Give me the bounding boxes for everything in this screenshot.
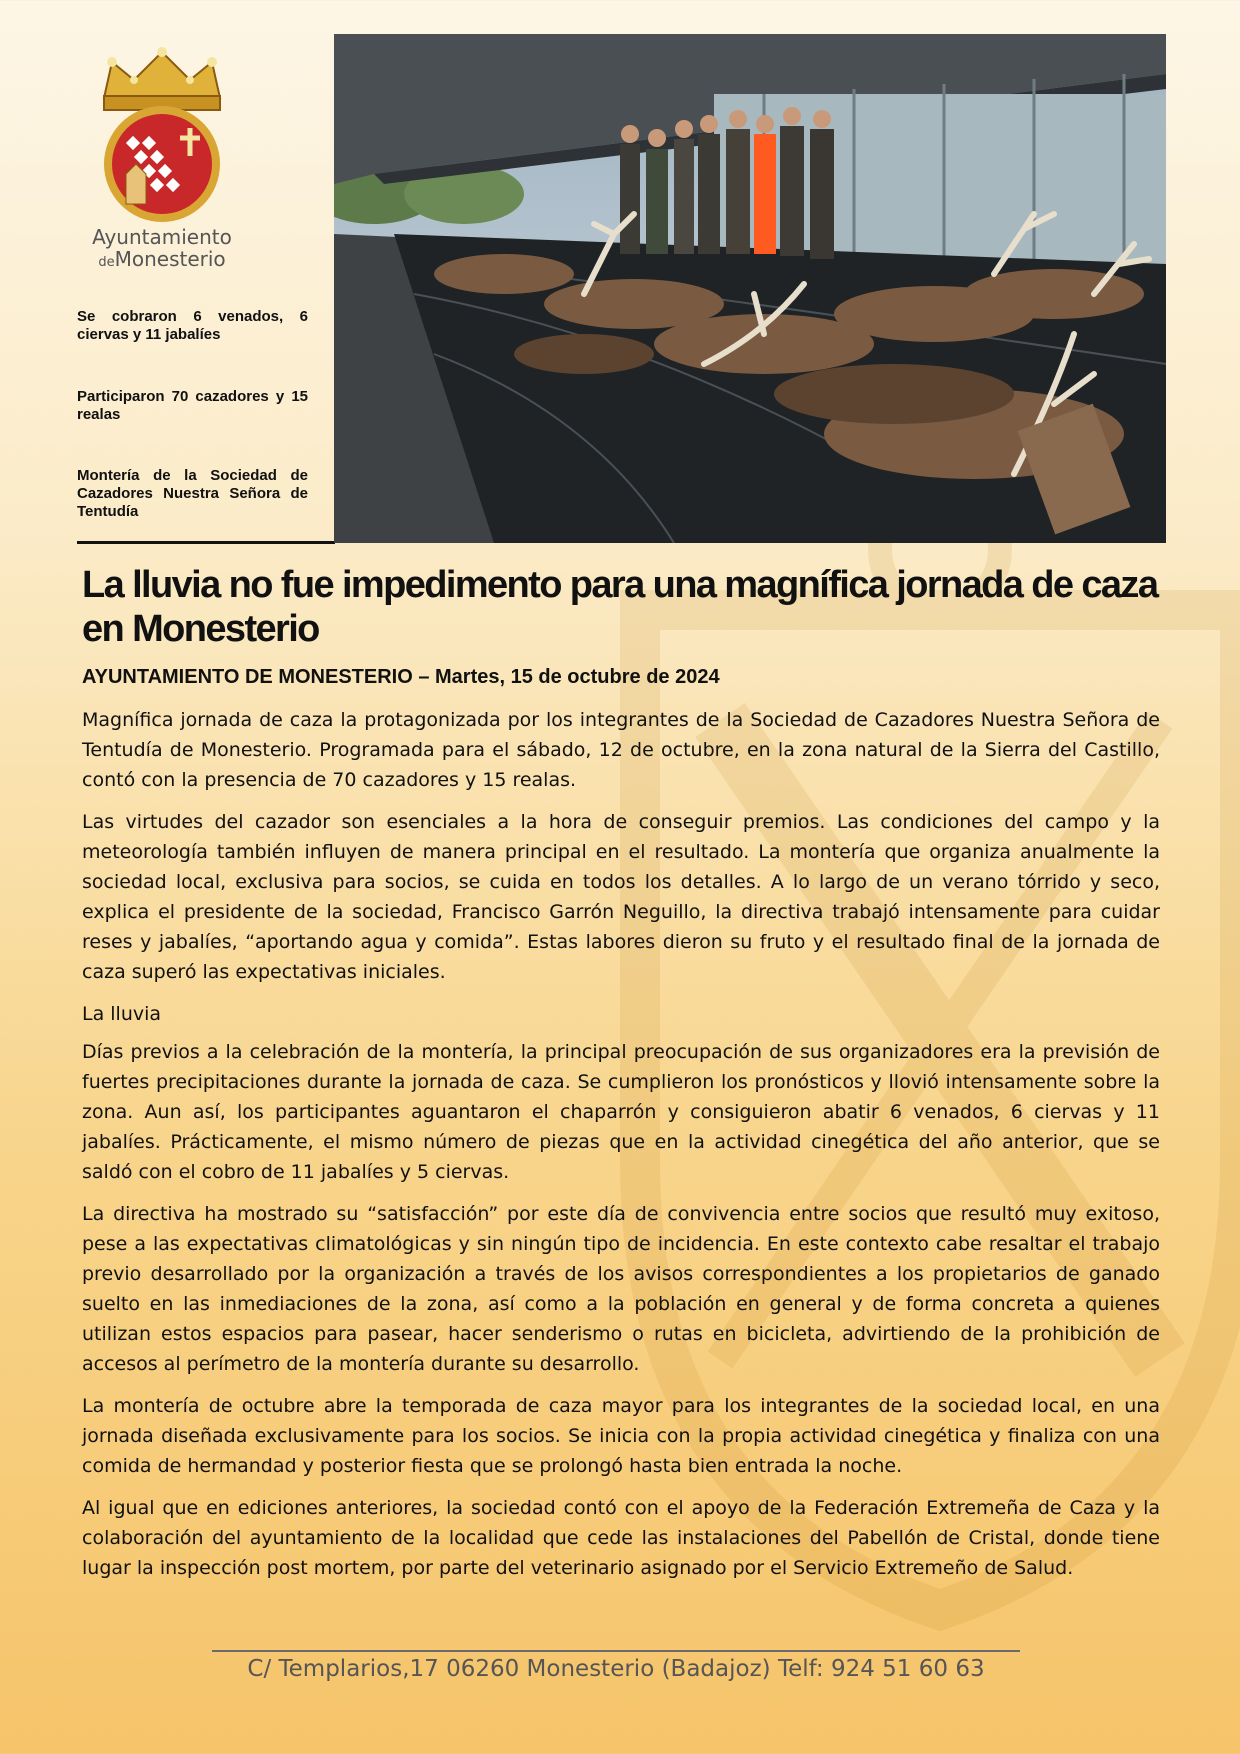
sidebar-fact-participants: Participaron 70 cazadores y 15 realas <box>77 388 308 423</box>
logo-prefix: de <box>98 255 115 270</box>
sidebar-fact-society: Montería de la Sociedad de Cazadores Nuestra Señora de Tentudía <box>77 467 308 520</box>
paragraph-virtues: Las virtudes del cazador son esenciales a la hora de conseguir premios. Las condiciones del campo y la meteorología también influyen de manera principal en el resultado. La montería que organiza anualmente la sociedad local, exclusiva para socios, se cuida en todos los detalles. A lo largo de un verano tórrido y seco, explica el presidente de la sociedad, Francisco Garrón Neguillo, la directiva trabajó intensamente para cuidar reses y jabalíes, “aportando agua y comida”. Estas labores dieron su fruto y el resultado final de la jornada de caza superó las expectativas iniciales. <box>82 811 1160 983</box>
paragraph-intro: Magnífica jornada de caza la protagonizada por los integrantes de la Sociedad de Cazadores Nuestra Señora de Tentudía de Monesterio. Programada para el sábado, 12 de octubre, en la zona natural de la Sierra del Castillo, contó con la presencia de 70 cazadores y 15 realas. <box>82 709 1160 791</box>
paragraph-satisfaction: La directiva ha mostrado su “satisfacción” por este día de convivencia entre socios que resultó muy exitoso, pese a las expectativas climatológicas y sin ningún tipo de incidencia. En este contexto cabe resaltar el trabajo previo desarrollado por la organización a través de los avisos correspondientes a los propietarios de ganado suelto en las inmediaciones de la zona, así como a la población en general y de forma concreta a quienes utilizan estos espacios para pasear, hacer senderismo o rutas en bicicleta, advirtiendo de la prohibición de accesos al perímetro de la montería durante su desarrollo. <box>82 1203 1160 1375</box>
sidebar-fact-catch: Se cobraron 6 venados, 6 ciervas y 11 jabalíes <box>77 308 308 343</box>
logo-line-1: Ayuntamiento <box>92 225 232 249</box>
hunting-photo <box>334 34 1166 543</box>
article-body <box>82 705 1160 1595</box>
municipal-logo <box>82 46 242 286</box>
paragraph-support: Al igual que en ediciones anteriores, la sociedad contó con el apoyo de la Federación Extremeña de Caza y la colaboración del ayuntamiento de la localidad que cede las instalaciones del Pabellón de Cristal, donde tiene lugar la inspección post mortem, por parte del veterinario asignado por el Servicio Extremeño de Salud. <box>82 1497 1160 1579</box>
footer-address: C/ Templarios,17 06260 Monesterio (Badajoz) Telf: 924 51 60 63 <box>247 1656 985 1682</box>
subheading-lluvia: La lluvia <box>82 1003 162 1025</box>
paragraph-season: La montería de octubre abre la temporada de caza mayor para los integrantes de la sociedad local, en una jornada diseñada exclusivamente para los socios. Se inicia con la propia actividad cinegética y finaliza con una comida de hermandad y posterior fiesta que se prolongó hasta bien entrada la noche. <box>82 1395 1160 1477</box>
paragraph-rain: Días previos a la celebración de la montería, la principal preocupación de sus organizadores era la previsión de fuertes precipitaciones durante la jornada de caza. Se cumplieron los pronósticos y llovió intensamente sobre la zona. Aun así, los participantes aguantaron el chaparrón y consiguieron abatir 6 venados, 6 ciervas y 11 jabalíes. Prácticamente, el mismo número de piezas que en la actividad cinegética del año anterior, que se saldó con el cobro de 11 jabalíes y 5 ciervas. <box>82 1041 1160 1183</box>
coat-of-arms-icon <box>82 46 242 226</box>
article-byline: AYUNTAMIENTO DE MONESTERIO – Martes, 15 de octubre de 2024 <box>82 666 720 688</box>
article-headline: La lluvia no fue impedimento para una magnífica jornada de caza en Monesterio <box>82 564 1158 650</box>
sidebar-divider <box>77 541 335 544</box>
logo-line-2: Monesterio <box>114 247 226 271</box>
footer-divider <box>212 1650 1020 1652</box>
